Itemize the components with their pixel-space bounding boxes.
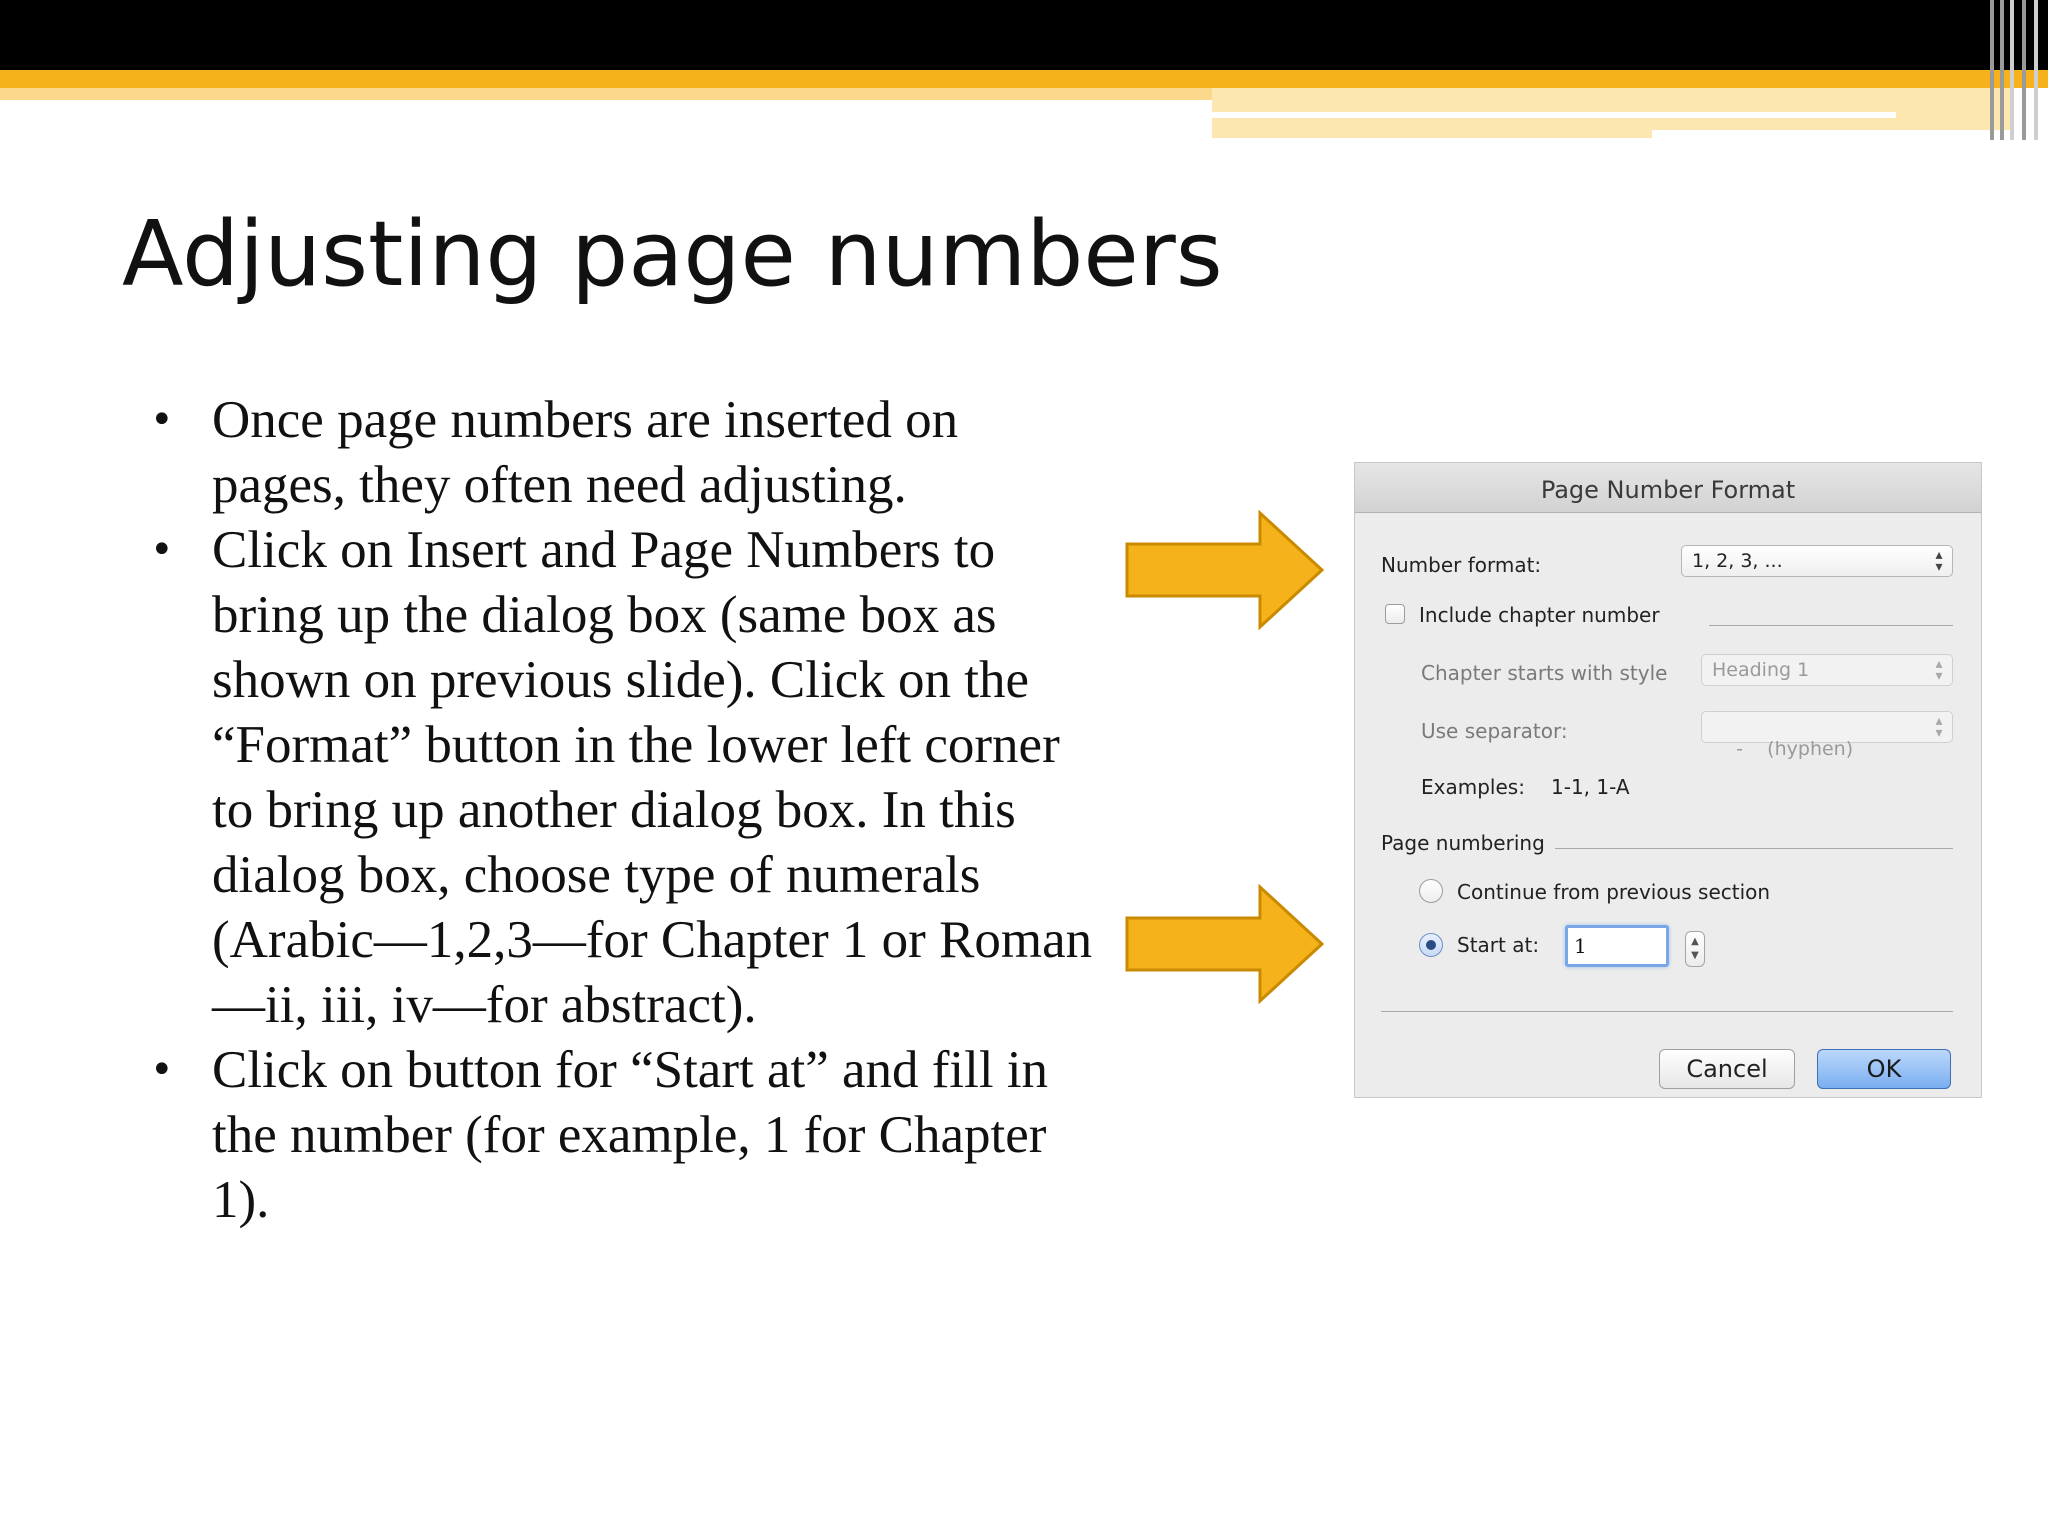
select-arrows-icon: ▴ ▾ [1935,713,1943,741]
number-format-select[interactable] [1681,545,1953,577]
arrow-right-icon [1124,884,1326,1004]
cancel-button[interactable]: Cancel [1659,1049,1795,1089]
page-number-format-dialog [1354,462,1982,1098]
number-format-label: Number format: [1381,553,1542,577]
continue-label: Continue from previous section [1457,880,1771,904]
page-numbering-label: Page numbering [1381,831,1545,855]
header-accent-band [0,70,2048,88]
header-stripe [2000,0,2004,140]
separator-select[interactable] [1701,711,1953,760]
divider [1709,625,1953,626]
separator-label: Use separator: [1421,719,1568,743]
number-format-value: 1, 2, 3, ... [1692,550,1783,572]
slide-title: Adjusting page numbers [122,202,1223,307]
examples-label: Examples: [1421,775,1525,799]
bullet-item: • Click on Insert and Page Numbers to bring up the dialog box (same box as shown on previous slide). Click on the “Format” button in the lower left corner to bring up another dialog box. In this dialog box, choose type of numerals (Arabic—1,2,3—for Chapter 1 or Roman—ii, iii, iv—for abstract). [140,518,1100,1038]
divider [1381,1011,1953,1012]
header-stripe [2034,0,2038,140]
arrow-right-icon [1124,510,1326,630]
dialog-titlebar [1355,463,1981,513]
header-right-line [1212,112,1896,118]
start-at-radio[interactable] [1419,933,1443,957]
separator-value: - (hyphen) [1736,738,1854,760]
select-arrows-icon: ▴ ▾ [1935,547,1943,575]
header-stripe [2022,0,2026,140]
continue-radio[interactable] [1419,879,1443,903]
header-light-band [0,88,1212,100]
divider [1555,848,1953,849]
select-arrows-icon: ▴ ▾ [1935,656,1943,684]
start-at-input[interactable] [1565,925,1669,967]
header-stripe [2010,0,2014,140]
chapter-style-value: Heading 1 [1712,659,1810,681]
start-at-stepper[interactable]: ▲ ▼ [1685,931,1705,967]
header-right-line-lower [1652,130,2012,140]
bullet-item: • Once page numbers are inserted on pages, they often need adjusting. [140,388,1100,518]
chapter-style-select[interactable] [1701,654,1953,686]
bullet-list [140,388,1100,1233]
ok-button[interactable]: OK [1817,1049,1951,1089]
include-chapter-checkbox[interactable] [1385,604,1405,624]
dialog-title: Page Number Format [1540,476,1796,504]
examples-value: 1-1, 1-A [1551,775,1630,799]
chapter-style-label: Chapter starts with style [1421,661,1668,685]
header-stripe [1990,0,1994,140]
start-at-label: Start at: [1457,933,1540,957]
header-black-band [0,0,2048,70]
include-chapter-label: Include chapter number [1419,603,1660,627]
bullet-item: • Click on button for “Start at” and fill in the number (for example, 1 for Chapter 1). [140,1038,1100,1233]
